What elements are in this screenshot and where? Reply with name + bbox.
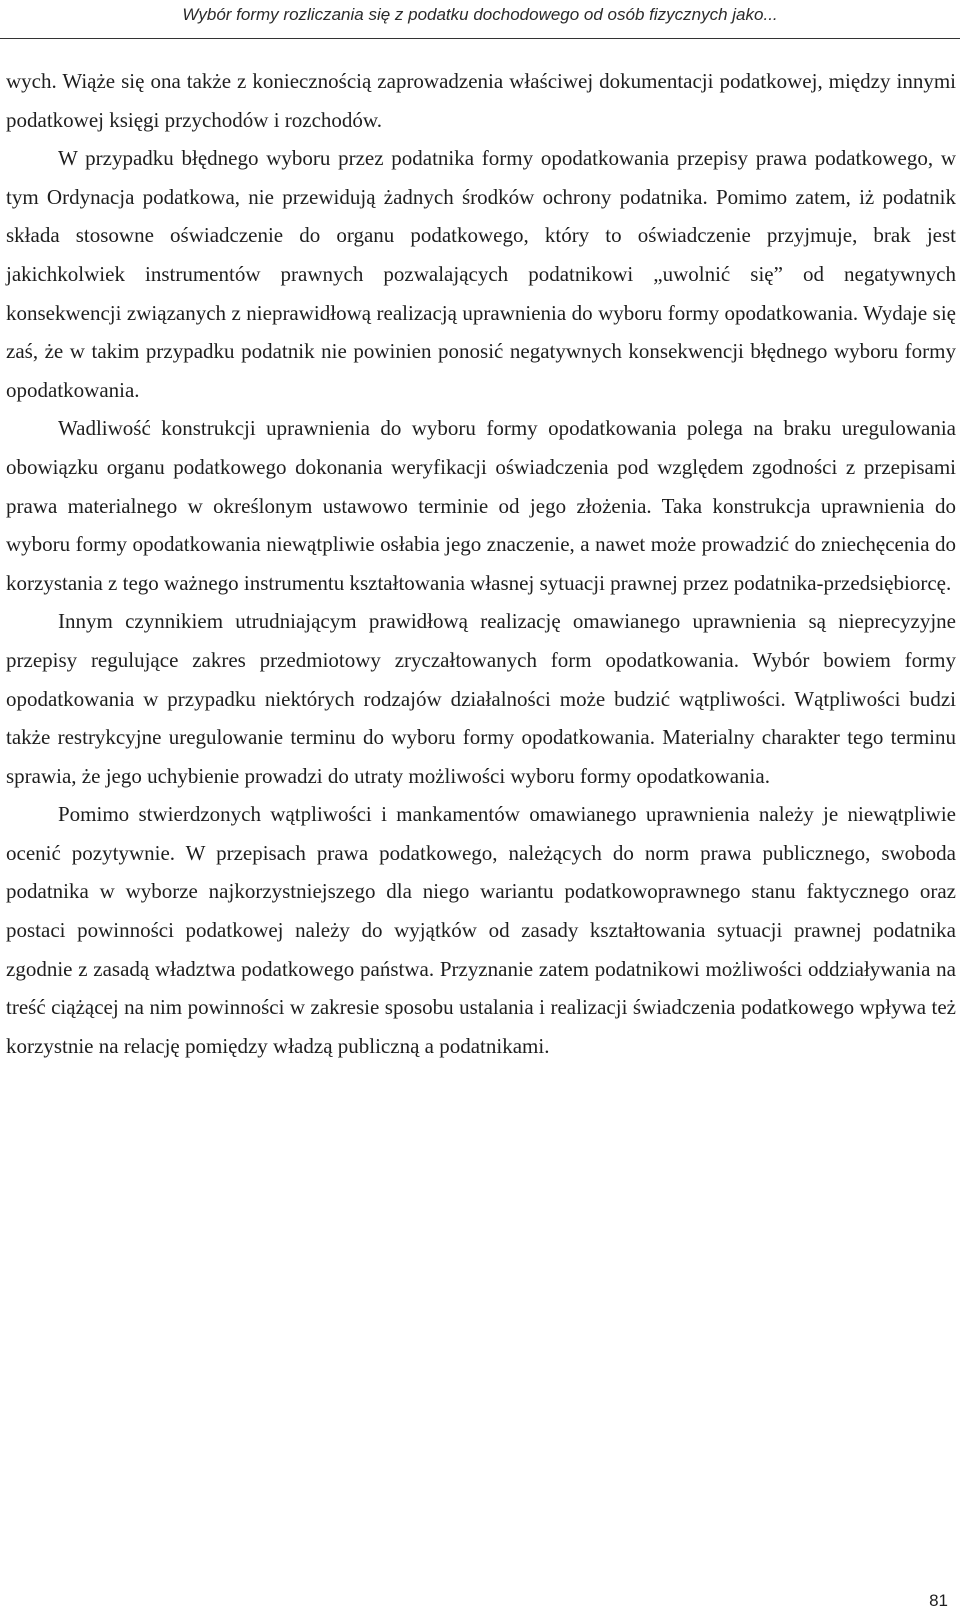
page-number: 81 xyxy=(929,1591,948,1610)
paragraph: Innym czynnikiem utrudniającym prawidłową realizację omawianego uprawnienia są nieprecyzyjne przepisy regulujące zakres przedmiotowy zryczałtowanych form opodatkowania. Wybór bowiem formy opodatkowania w przypadku niektórych rodzajów działalności może budzić wątpliwości. Wątpliwości budzi także restrykcyjne uregulowanie terminu do wyboru formy opodatkowania. Materialny charakter tego terminu sprawia, że jego uchybienie prowadzi do utraty możliwości wyboru formy opodatkowania. xyxy=(6,609,956,788)
paragraph-continuation: wych. Wiąże się ona także z koniecznością zaprowadzenia właściwej dokumentacji podatkowej, między innymi podatkowej księgi przychodów i rozchodów. xyxy=(6,69,956,132)
body-text xyxy=(6,62,956,1065)
header-divider xyxy=(0,38,960,39)
running-header: Wybór formy rozliczania się z podatku dochodowego od osób fizycznych jako... xyxy=(182,5,778,24)
paragraph: Pomimo stwierdzonych wątpliwości i mankamentów omawianego uprawnienia należy je niewątpliwie ocenić pozytywnie. W przepisach prawa podatkowego, należących do norm prawa publicznego, swoboda podatnika w wyborze najkorzystniejszego dla niego wariantu podatkowoprawnego stanu faktycznego oraz postaci powinności podatkowej należy do wyjątków od zasady kształtowania sytuacji prawnej podatnika zgodnie z zasadą władztwa podatkowego państwa. Przyznanie zatem podatnikowi możliwości oddziaływania na treść ciążącej na nim powinności w zakresie sposobu ustalania i realizacji świadczenia podatkowego wpływa też korzystnie na relację pomiędzy władzą publiczną a podatnikami. xyxy=(6,802,956,1058)
paragraph: W przypadku błędnego wyboru przez podatnika formy opodatkowania przepisy prawa podatkowego, w tym Ordynacja podatkowa, nie przewidują żadnych środków ochrony podatnika. Pomimo zatem, iż podatnik składa stosowne oświadczenie do organu podatkowego, który to oświadczenie przyjmuje, brak jest jakichkolwiek instrumentów prawnych pozwalających podatnikowi „uwolnić się” od negatywnych konsekwencji związanych z nieprawidłową realizacją uprawnienia do wyboru formy opodatkowania. Wydaje się zaś, że w takim przypadku podatnik nie powinien ponosić negatywnych konsekwencji błędnego wyboru formy opodatkowania. xyxy=(6,146,956,402)
paragraph: Wadliwość konstrukcji uprawnienia do wyboru formy opodatkowania polega na braku uregulowania obowiązku organu podatkowego dokonania weryfikacji oświadczenia pod względem zgodności z przepisami prawa materialnego w określonym ustawowo terminie od jego złożenia. Taka konstrukcja uprawnienia do wyboru formy opodatkowania niewątpliwie osłabia jego znaczenie, a nawet może prowadzić do zniechęcenia do korzystania z tego ważnego instrumentu kształtowania własnej sytuacji prawnej przez podatnika-przedsiębiorcę. xyxy=(6,416,956,595)
